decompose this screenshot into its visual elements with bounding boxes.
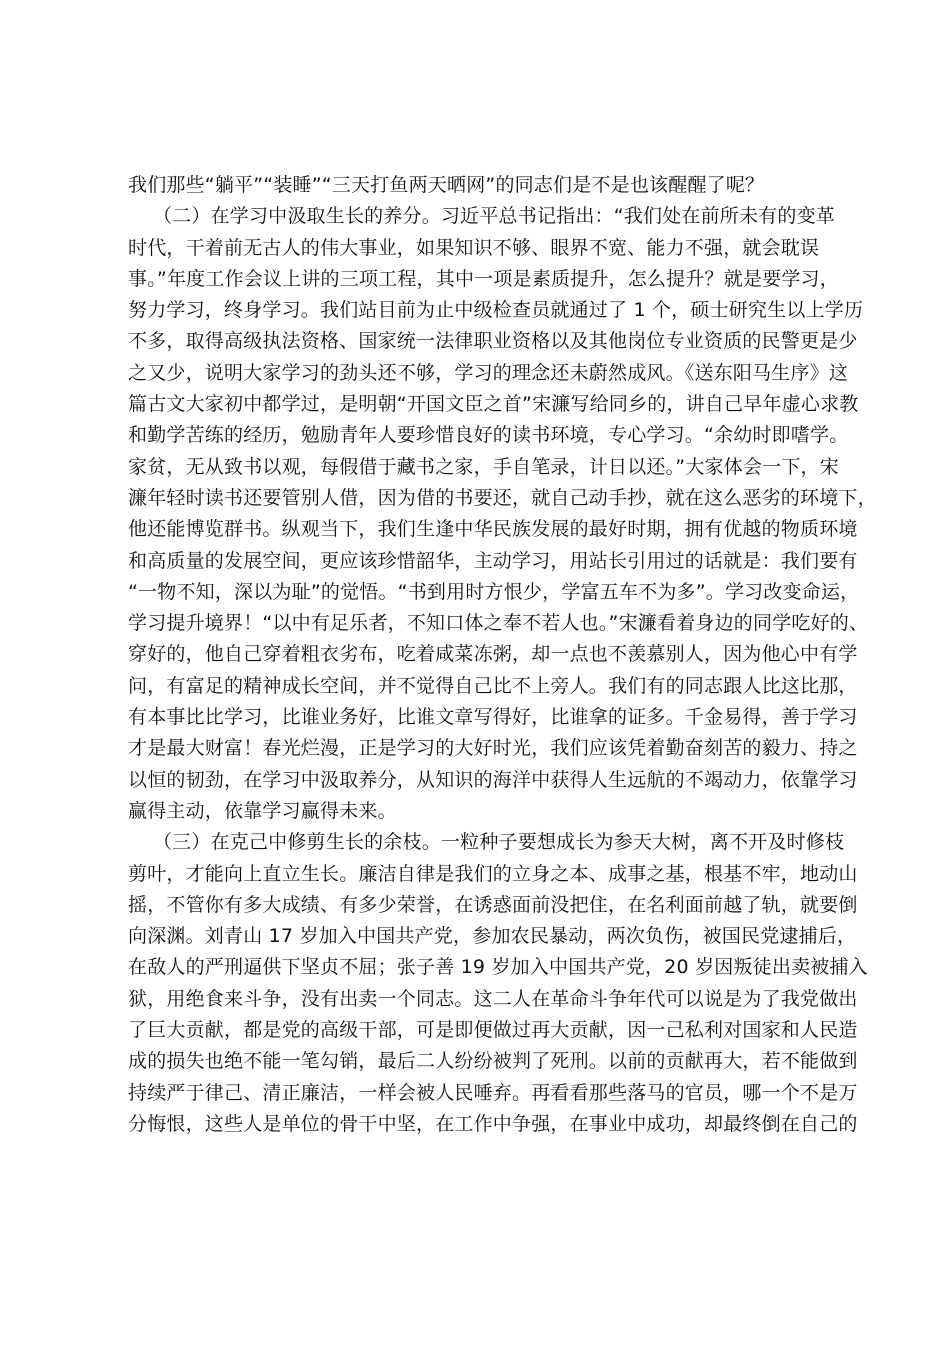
text-line: 在敌人的严刑逼供下坚贞不屈；张子善 19 岁加入中国共产党，20 岁因叛徒出卖被捕入 <box>128 956 868 979</box>
text-line: 赢得主动，依靠学习赢得未来。 <box>128 799 397 822</box>
text-line: 问，有富足的精神成长空间，并不觉得自己比不上旁人。我们有的同志跟人比这比那， <box>128 674 858 697</box>
text-line: “一物不知，深以为耻”的觉悟。“书到用时方恨少，学富五车不为多”。学习改变命运， <box>128 580 860 603</box>
text-line: 不多，取得高级执法资格、国家统一法律职业资格以及其他岗位专业资质的民警更是少 <box>128 330 858 353</box>
text-line: （二）在学习中汲取生长的养分。习近平总书记指出：“我们处在前所未有的变革 <box>128 205 836 228</box>
text-line: 持续严于律己、清正廉洁，一样会被人民唾弃。再看看那些落马的官员，哪一个不是万 <box>128 1081 858 1104</box>
text-line: 穿好的，他自己穿着粗衣劣布，吃着咸菜冻粥，却一点也不羡慕别人，因为他心中有学 <box>128 643 858 666</box>
text-line: 时代，干着前无古人的伟大事业，如果知识不够、眼界不宽、能力不强，就会耽误 <box>128 236 820 259</box>
text-line: 家贫，无从致书以观，每假借于藏书之家，手自笔录，计日以还。”大家体会一下，宋 <box>128 455 839 478</box>
text-line: 摇，不管你有多大成绩、有多少荣誉，在诱惑面前没把住，在名利面前越了轨，就要倒 <box>128 893 858 916</box>
text-line: 才是最大财富！春光烂漫，正是学习的大好时光，我们应该凭着勤奋刻苦的毅力、持之 <box>128 737 858 760</box>
text-line: 篇古文大家初中都学过，是明朝“开国文臣之首”宋濂写给同乡的，讲自己早年虚心求教 <box>128 393 859 416</box>
text-line: 剪叶，才能向上直立生长。廉洁自律是我们的立身之本、成事之基，根基不牢，地动山 <box>128 862 858 885</box>
text-line: 事。”年度工作会议上讲的三项工程，其中一项是素质提升，怎么提升？就是要学习， <box>128 267 839 290</box>
text-line: 努力学习，终身学习。我们站目前为止中级检查员就通过了 1 个，硕士研究生以上学历 <box>128 299 864 322</box>
text-line: 他还能博览群书。纵观当下，我们生逢中华民族发展的最好时期，拥有优越的物质环境 <box>128 518 858 541</box>
text-line: 向深渊。刘青山 17 岁加入中国共产党，参加农民暴动，两次负伤，被国民党逮捕后， <box>128 925 857 948</box>
text-line: 有本事比比学习，比谁业务好，比谁文章写得好，比谁拿的证多。千金易得，善于学习 <box>128 706 858 729</box>
text-line: 和勤学苦练的经历，勉励青年人要珍惜良好的读书环境，专心学习。“余幼时即嗜学。 <box>128 424 849 447</box>
text-line: 了巨大贡献，都是党的高级干部，可是即便做过再大贡献，因一己私利对国家和人民造 <box>128 1019 858 1042</box>
text-line: 以恒的韧劲，在学习中汲取养分，从知识的海洋中获得人生远航的不竭动力，依靠学习 <box>128 768 858 791</box>
text-line: 成的损失也绝不能一笔勾销，最后二人纷纷被判了死刑。以前的贡献再大，若不能做到 <box>128 1050 858 1073</box>
text-line: 狱，用绝食来斗争，没有出卖一个同志。这二人在革命斗争年代可以说是为了我党做出 <box>128 987 858 1010</box>
text-line: （三）在克己中修剪生长的余枝。一粒种子要想成长为参天大树，离不开及时修枝 <box>128 831 845 854</box>
text-line: 分悔恨，这些人是单位的骨干中坚，在工作中争强，在事业中成功，却最终倒在自己的 <box>128 1112 858 1135</box>
text-line: 濂年轻时读书还要管别人借，因为借的书要还，就自己动手抄，就在这么恶劣的环境下， <box>128 486 877 509</box>
body-text <box>128 170 877 1140</box>
text-line: 和高质量的发展空间，更应该珍惜韶华，主动学习，用站长引用过的话就是：我们要有 <box>128 549 858 572</box>
text-line: 我们那些“躺平”“装睡”“三天打鱼两天晒网”的同志们是不是也该醒醒了呢？ <box>128 174 765 196</box>
text-line: 之又少，说明大家学习的劲头还不够，学习的理念还未蔚然成风。《送东阳马生序》这 <box>128 361 849 384</box>
text-line: 学习提升境界！“以中有足乐者，不知口体之奉不若人也。”宋濂看着身边的同学吃好的、 <box>128 612 869 635</box>
